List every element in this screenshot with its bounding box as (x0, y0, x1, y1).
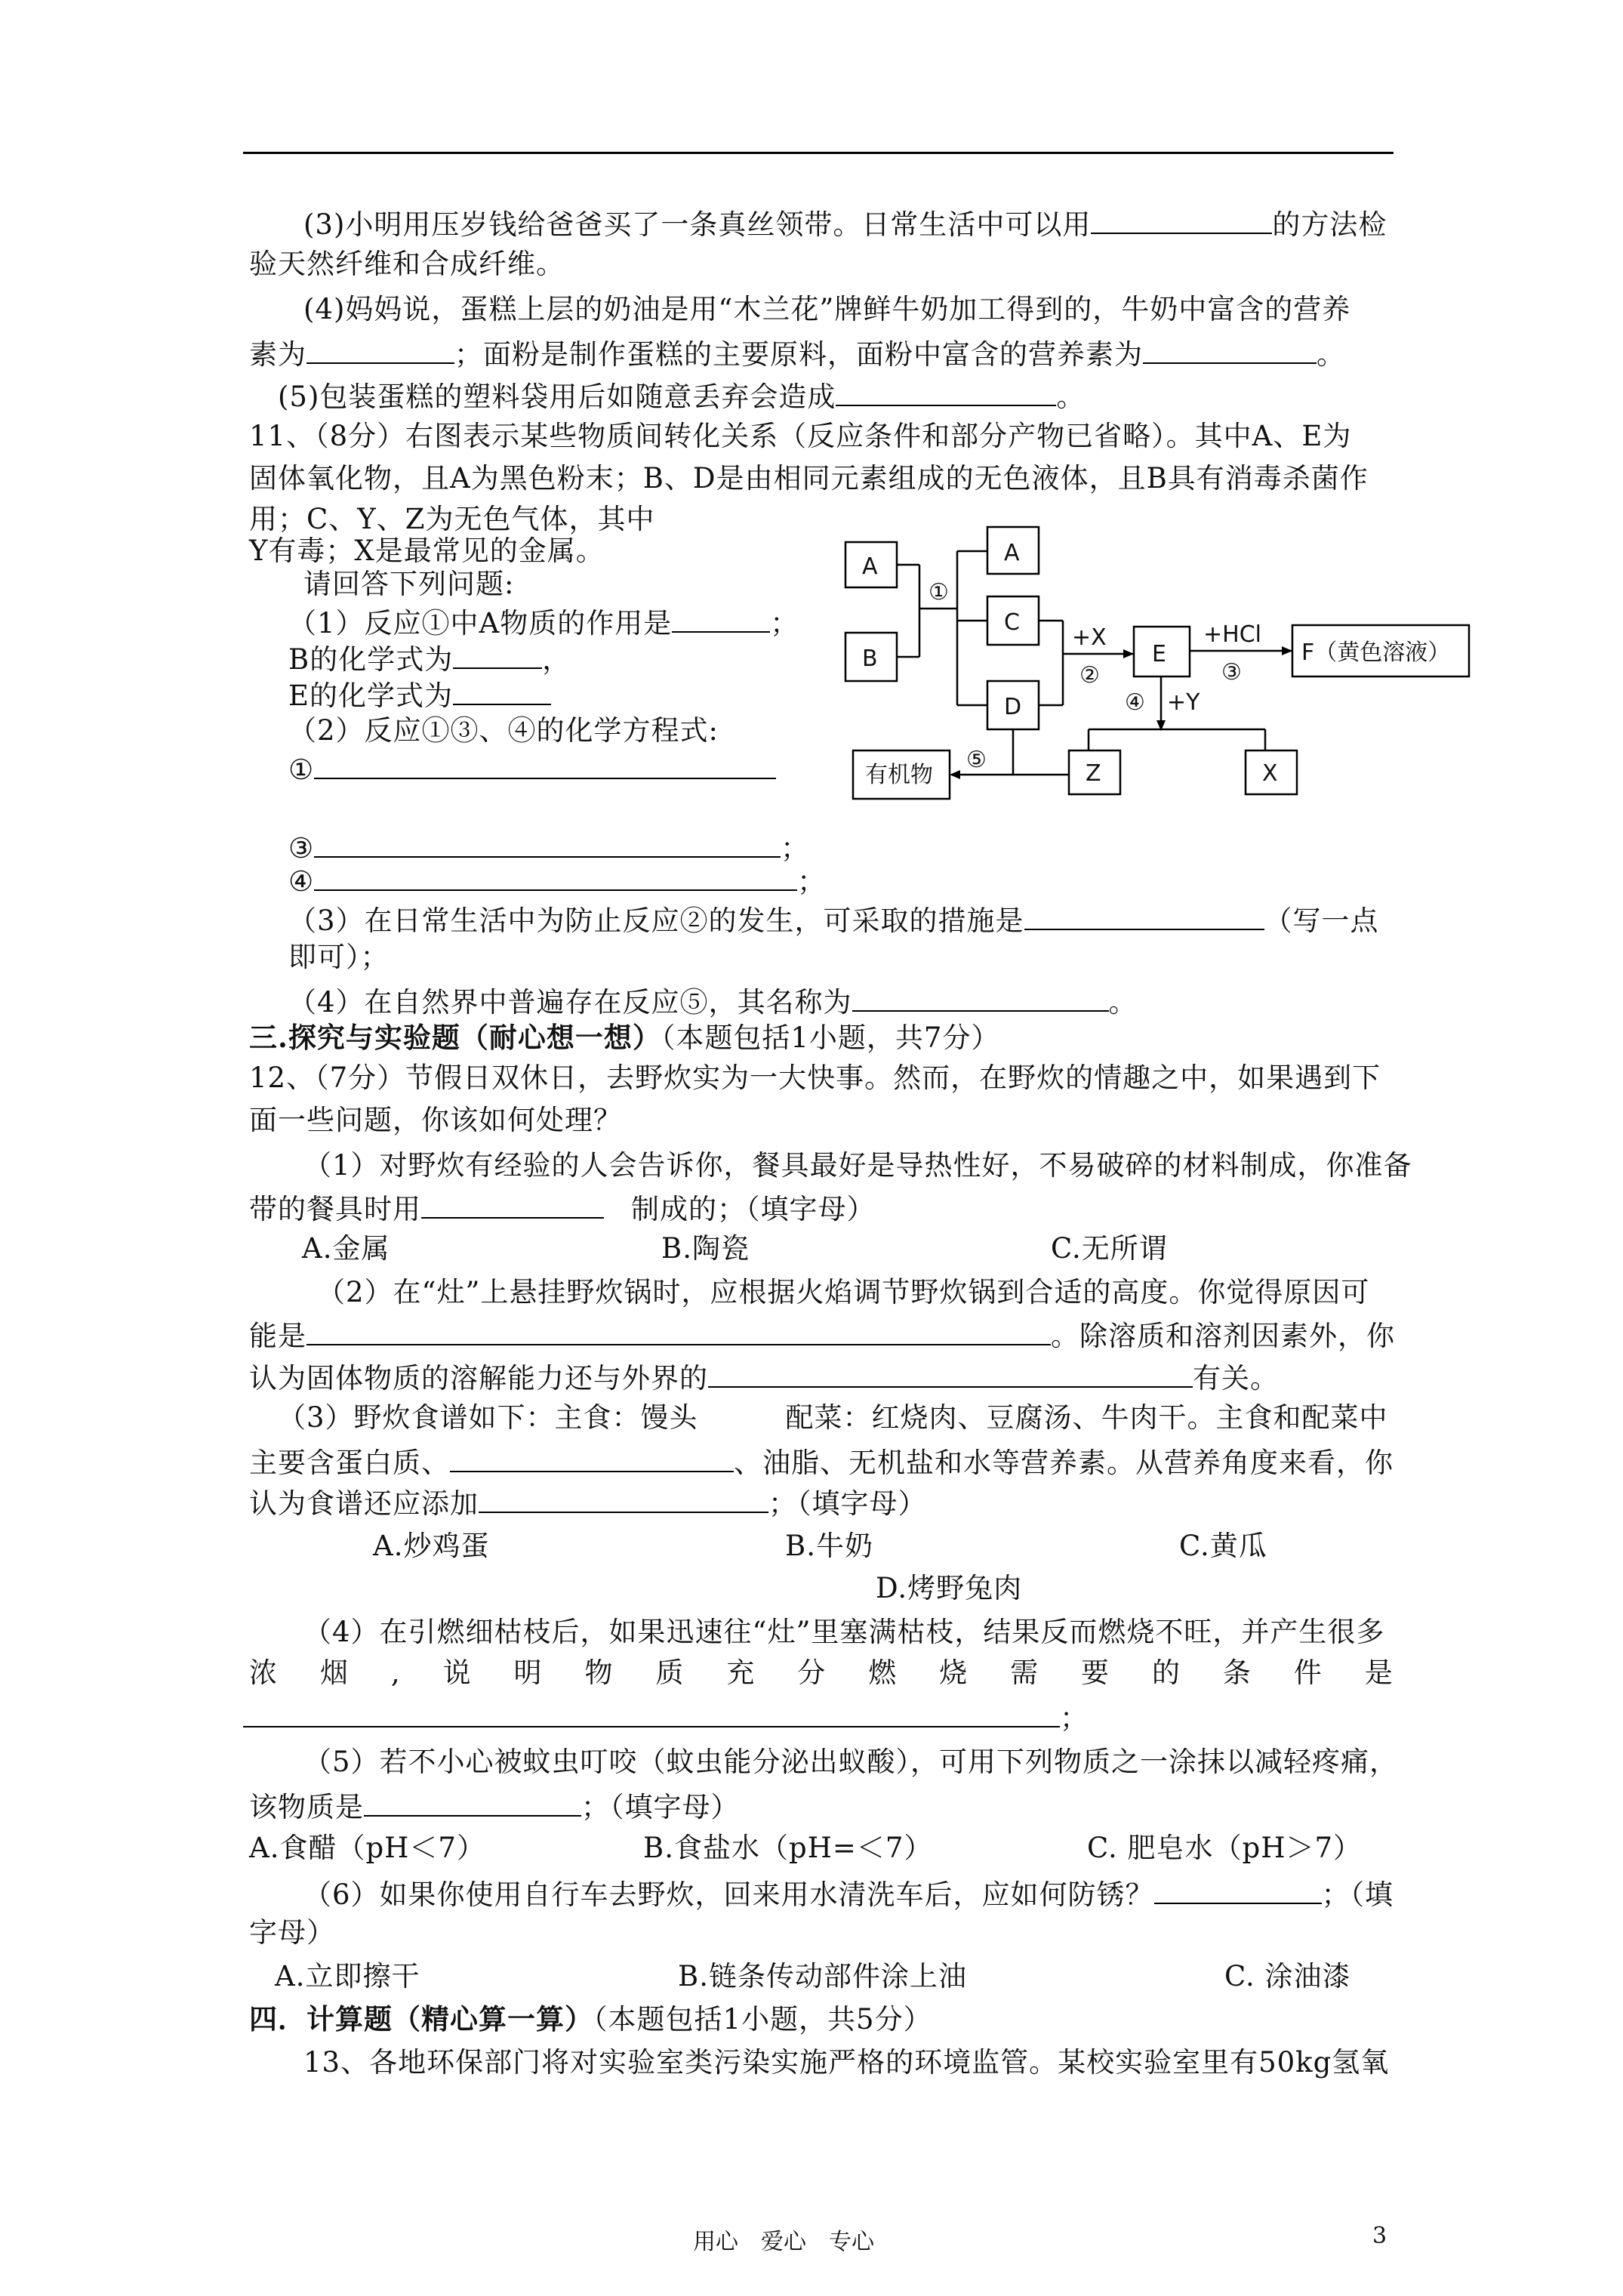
section-4-heading (249, 2002, 932, 2036)
char: 条 (1222, 1657, 1252, 1689)
label-plus-hcl: +HCl (1203, 621, 1261, 648)
q10-p4-line: (4)妈妈说，蛋糕上层的奶油是用“木兰花”牌鲜牛奶加工得到的，牛奶中富含的营养 (303, 293, 1351, 325)
q12-p3-line3 (249, 1484, 927, 1521)
q10-p5-line (278, 378, 1085, 414)
char: 是 (1364, 1657, 1394, 1689)
answer-blank[interactable] (243, 1699, 1060, 1727)
label-r1: ① (929, 579, 949, 606)
q11-q1-text: （1）反应①中A物质的作用是 (288, 607, 673, 639)
char: 燃 (868, 1657, 898, 1689)
q11-q2: （2）反应①③、④的化学方程式: (288, 714, 719, 747)
label-d: D (1004, 694, 1022, 720)
q12-p4-line3 (243, 1699, 1089, 1735)
q12-line2: 面一些问题，你该如何处理？ (249, 1104, 622, 1136)
char: 件 (1293, 1657, 1323, 1689)
answer-blank[interactable] (1143, 335, 1317, 364)
q12-p6-text: （6）如果你使用自行车去野炊，回来用水清洗车后，应如何防锈？ (303, 1878, 1154, 1911)
q12-p4: （4）在引燃细枯枝后，如果迅速往“灶”里塞满枯枝，结果反而燃烧不旺，并产生很多 (303, 1616, 1385, 1648)
char: 浓 (249, 1657, 278, 1689)
q10-p4-label: 素为 (249, 338, 306, 371)
q12-p2: （2）在“灶”上悬挂野炊锅时，应根据火焰调节野炊锅到合适的高度。你觉得原因可 (317, 1276, 1370, 1308)
q12-p3-tail: 配菜：红烧肉、豆腐汤、牛肉干。主食和配菜中 (785, 1401, 1388, 1434)
q12-p4-end: ； (1060, 1702, 1089, 1734)
char: 烟 (319, 1657, 349, 1689)
q12-p2-label: 能是 (249, 1320, 306, 1352)
section-4-note: （本题包括1小题，共5分） (593, 2003, 932, 2036)
q12-p5-label: 该物质是 (249, 1791, 364, 1823)
q12-p3-mid: 、油脂、无机盐和水等营养素。从营养角度来看，你 (734, 1447, 1394, 1479)
q12-option-6b: B.链条传动部件涂上油 (678, 1960, 967, 1992)
q13-line1: 13、各地环保部门将对实验室类污染实施严格的环境监管。某校实验室里有50kg氢氧 (303, 2046, 1390, 2079)
label-x: X (1262, 760, 1278, 787)
section-3-title: 三.探究与实验题（耐心想一想） (249, 1021, 661, 1054)
q12-p6-line2: 字母） (249, 1916, 335, 1949)
q11-eq3 (288, 829, 809, 865)
section-3-heading (249, 1021, 999, 1055)
q12-option-3d: D.烤野兔肉 (876, 1572, 1023, 1604)
q11-q4-end: 。 (1108, 986, 1138, 1019)
q12-option-1c: C.无所谓 (1051, 1232, 1168, 1265)
q11-line3: 用；C、Y、Z为无色气体，其中 (249, 503, 655, 535)
q12-p3-text: （3）野炊食谱如下：主食：馒头 (278, 1401, 698, 1434)
answer-blank[interactable] (453, 676, 551, 705)
label-f: F（黄色溶液） (1301, 639, 1451, 666)
q11-line2: 固体氧化物，且A为黑色粉末；B、D是由相同元素组成的无色液体，且B具有消毒杀菌作 (249, 462, 1369, 495)
q12-p1: （1）对野炊有经验的人会告诉你，餐具最好是导热性好，不易破碎的材料制成，你准备 (303, 1149, 1412, 1182)
q12-p3 (278, 1401, 1388, 1435)
q10-p3-line (303, 205, 1387, 242)
answer-blank[interactable] (314, 829, 781, 858)
q11-q3-tail: （写一点 (1264, 905, 1379, 937)
q11-eq3-end: ； (781, 832, 810, 864)
label-e: E (1152, 641, 1166, 667)
q12-p5-line2 (249, 1788, 740, 1824)
q11-b-label: B的化学式为 (288, 643, 454, 676)
q11-q3 (288, 901, 1379, 938)
q12-p2-end: 有关。 (1193, 1362, 1279, 1395)
char: 的 (1151, 1657, 1181, 1689)
answer-blank[interactable] (479, 1484, 768, 1513)
section-3-note: （本题包括1小题，共7分） (661, 1022, 1000, 1054)
answer-blank[interactable] (1024, 901, 1264, 930)
q11-q4-text: （4）在自然界中普遍存在反应⑤，其名称为 (288, 986, 852, 1019)
label-b-left: B (862, 646, 878, 672)
q10-p3-text: (3)小明用压岁钱给爸爸买了一条真丝领带。日常生活中可以用 (303, 208, 1092, 241)
answer-blank[interactable] (852, 983, 1109, 1012)
answer-blank[interactable] (314, 862, 797, 891)
q12-p2-text: 认为固体物质的溶解能力还与外界的 (249, 1362, 708, 1395)
q12-option-5c: C. 肥皂水（pH＞7） (1087, 1832, 1363, 1864)
label-z: Z (1086, 760, 1101, 787)
q11-eq4-end: ； (797, 865, 827, 898)
q10-p5-text: (5)包装蛋糕的塑料袋用后如随意丢弃会造成 (278, 381, 836, 413)
q11-eq1 (288, 750, 776, 787)
q11-q1-end: ； (770, 607, 799, 639)
q10-p3-line2: 验天然纤维和合成纤维。 (249, 248, 565, 280)
q11-eq4-label: ④ (288, 865, 315, 898)
q11-line1: 11、（8分）右图表示某些物质间转化关系（反应条件和部分产物已省略）。其中A、E为 (249, 420, 1352, 452)
char: 明 (513, 1657, 543, 1689)
label-organic: 有机物 (865, 762, 933, 788)
q10-p3-tail: 的方法检 (1272, 208, 1387, 241)
answer-blank[interactable] (836, 378, 1056, 406)
answer-blank[interactable] (1091, 205, 1272, 234)
q11-q4 (288, 983, 1138, 1019)
q12-line1: 12、（7分）节假日双休日，去野炊实为一大快事。然而，在野炊的情趣之中，如果遇到下 (249, 1062, 1381, 1094)
label-r4: ④ (1125, 689, 1145, 716)
q11-line5: 请回答下列问题: (303, 568, 515, 600)
q12-option-6a: A.立即擦干 (275, 1960, 420, 1992)
q11-q1 (288, 604, 799, 640)
q12-p1-label: 带的餐具时用 (249, 1193, 421, 1225)
answer-blank[interactable] (450, 1444, 734, 1472)
q11-eq4 (288, 862, 826, 898)
q12-p1-tail: 制成的；（填字母） (631, 1193, 876, 1225)
q12-p3-end: ；（填字母） (768, 1487, 927, 1520)
q12-option-1a: A.金属 (302, 1232, 390, 1265)
footer-motto: 用心 爱心 专心 (693, 2229, 874, 2255)
q11-b-formula (288, 640, 571, 676)
q10-p4-mid: ；面粉是制作蛋糕的主要原料，面粉中富含的营养素为 (454, 338, 1143, 371)
q11-e-formula (288, 676, 551, 713)
q12-option-6c: C. 涂油漆 (1224, 1960, 1351, 1992)
q12-option-1b: B.陶瓷 (661, 1232, 750, 1265)
header-rule (243, 152, 1394, 154)
answer-blank[interactable] (314, 750, 776, 779)
answer-blank[interactable] (708, 1359, 1193, 1388)
char: 需 (1010, 1657, 1039, 1689)
label-plus-x: +X (1072, 624, 1107, 651)
q11-eq3-label: ③ (288, 832, 315, 864)
q12-p6 (303, 1875, 1394, 1912)
q12-p2-line3 (249, 1359, 1279, 1395)
q12-p1-line2 (249, 1190, 876, 1226)
char: 质 (655, 1657, 685, 1689)
label-r3: ③ (1221, 659, 1242, 686)
q11-e-label: E的化学式为 (288, 680, 454, 712)
q11-line4: Y有毒；X是最常见的金属。 (249, 535, 605, 567)
q12-p2-tail: 。除溶质和溶剂因素外，你 (1051, 1320, 1395, 1352)
q11-q3-text: （3）在日常生活中为防止反应②的发生，可采取的措施是 (288, 905, 1024, 937)
q10-p5-end: 。 (1056, 381, 1086, 413)
q12-option-5b: B.食盐水（pH=＜7） (643, 1832, 933, 1864)
char: 充 (726, 1657, 756, 1689)
q12-p3-label: 主要含蛋白质、 (249, 1447, 450, 1479)
label-r2: ② (1079, 662, 1100, 689)
q10-p4-line2 (249, 335, 1345, 371)
answer-blank[interactable] (306, 335, 454, 364)
char: , (390, 1657, 401, 1689)
q12-option-3a: A.炒鸡蛋 (373, 1530, 490, 1562)
q11-b-end: ， (542, 643, 571, 676)
reaction-diagram (844, 521, 1487, 808)
q12-p3-label2: 认为食谱还应添加 (249, 1487, 479, 1520)
q12-p5: （5）若不小心被蚊虫叮咬（蚊虫能分泌出蚁酸），可用下列物质之一涂抹以减轻疼痛， (303, 1746, 1399, 1778)
answer-blank[interactable] (453, 640, 542, 669)
q12-option-3b: B.牛奶 (785, 1530, 873, 1562)
answer-blank[interactable] (421, 1190, 604, 1219)
label-a-right: A (1004, 540, 1020, 566)
answer-blank[interactable] (672, 604, 770, 633)
q12-p2-line2 (249, 1317, 1395, 1353)
q12-option-3c: C.黄瓜 (1179, 1530, 1267, 1562)
q12-p4-line2 (249, 1657, 1394, 1690)
char: 要 (1081, 1657, 1110, 1689)
char: 烧 (939, 1657, 969, 1689)
page-number: 3 (1372, 2223, 1387, 2249)
q12-p3-line2 (249, 1444, 1394, 1480)
q11-eq1-label: ① (288, 754, 315, 786)
q12-option-5a: A.食醋（pH＜7） (249, 1832, 485, 1864)
label-r5: ⑤ (966, 747, 987, 773)
char: 分 (797, 1657, 827, 1689)
label-c: C (1004, 609, 1020, 636)
answer-blank[interactable] (1154, 1875, 1322, 1904)
answer-blank[interactable] (306, 1317, 1051, 1345)
char: 物 (584, 1657, 614, 1689)
char: 说 (442, 1657, 472, 1689)
label-a-left: A (862, 553, 878, 580)
q10-p4-end: 。 (1317, 338, 1345, 371)
q11-q3-line2: 即可）； (288, 941, 390, 973)
label-plus-y: +Y (1167, 689, 1200, 716)
q12-p6-tail: ；（填 (1321, 1878, 1394, 1911)
answer-blank[interactable] (364, 1788, 581, 1817)
q12-p5-end: ；（填字母） (581, 1791, 740, 1823)
section-4-title: 四．计算题（精心算一算） (249, 2002, 593, 2036)
